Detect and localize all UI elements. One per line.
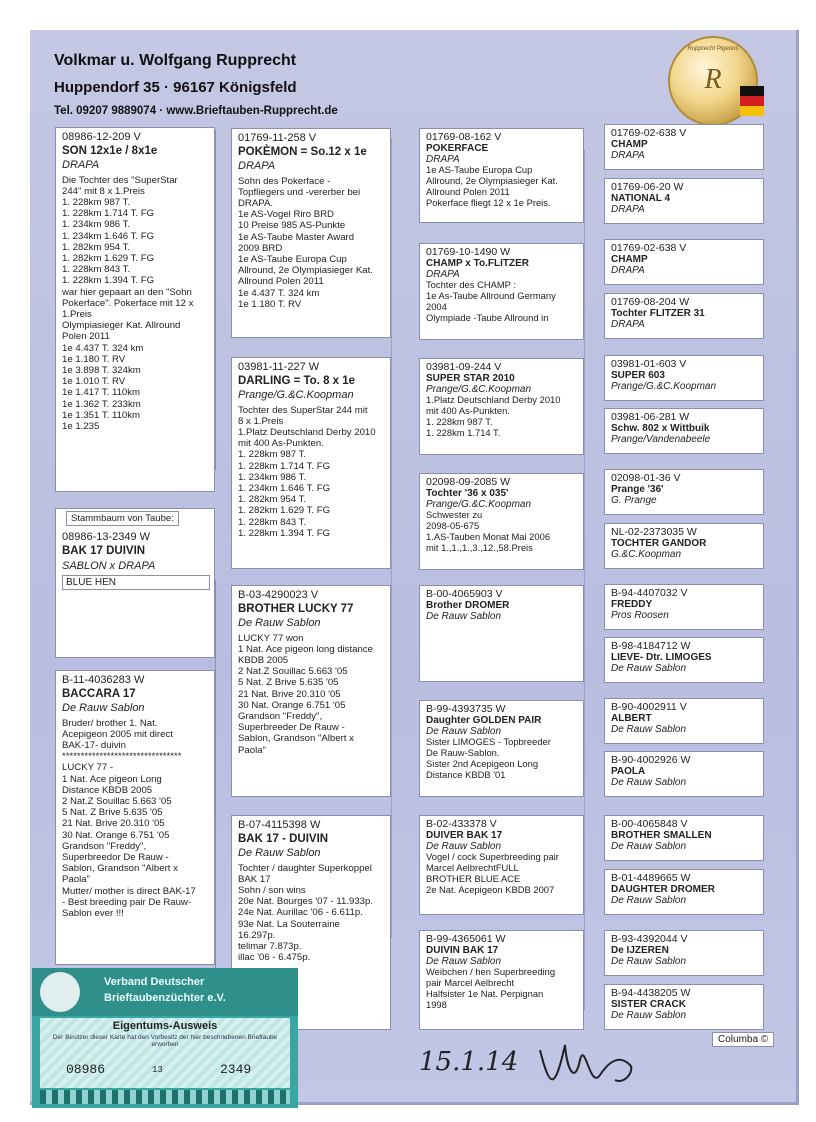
description-line: Superbreeder De Rauw - — [238, 722, 345, 734]
description-line: Allround, 2e Olympiasieger Kat. — [238, 265, 373, 277]
pigeon-name: BACCARA 17 — [62, 688, 136, 701]
ancestor-box-gen4 — [604, 355, 764, 401]
pigeon-origin: De Rauw Sablon — [238, 617, 321, 630]
pigeon-box — [55, 508, 215, 658]
ring-number: 03981-09-244 V — [426, 361, 502, 373]
pigeon-description — [238, 863, 384, 964]
subject-box — [55, 127, 215, 492]
pigeon-description — [238, 633, 384, 756]
pigeon-origin: De Rauw Sablon — [611, 894, 687, 906]
pigeon-name: Tochter FLITZER 31 — [611, 307, 705, 319]
breeder-name: Volkmar u. Wolfgang Rupprecht — [54, 52, 297, 69]
description-line: 2004 — [426, 300, 447, 312]
pigeon-name: LIEVE- Dtr. LIMOGES — [611, 651, 712, 663]
description-line: 1e AS-Taube Master Award — [238, 231, 355, 243]
description-line: 30 Nat. Orange 6.751 '05 — [238, 699, 346, 711]
description-line: 1. 282km 1.629 T. FG — [62, 253, 155, 265]
pigeon-origin: DRAPA — [426, 153, 460, 165]
pigeon-origin: DRAPA — [611, 264, 645, 276]
description-line: Tochter / daughter Superkoppel — [238, 862, 372, 874]
ring-number: B-03-4290023 V — [238, 589, 319, 601]
ring-number: B-93-4392044 V — [611, 933, 688, 945]
description-line: LUCKY 77 - — [62, 762, 114, 774]
description-line: Paola" — [238, 744, 266, 756]
german-flag-icon — [740, 86, 764, 116]
pigeon-origin: De Rauw Sablon — [426, 840, 502, 852]
pigeon-description — [426, 280, 577, 323]
ring-number: 02098-01-36 V — [611, 472, 681, 484]
ancestor-box — [231, 128, 391, 338]
pigeon-origin: De Rauw Sablon — [426, 610, 502, 622]
description-line: Sohn / son wins — [238, 885, 306, 897]
description-line: Allround, 2e Olympiasieger Kat. — [426, 175, 558, 187]
description-line: 1.AS-Tauben Monat Mai 2006 — [426, 530, 551, 542]
pigeon-name: FREDDY — [611, 598, 653, 610]
connector-line — [584, 150, 585, 1010]
description-line: LUCKY 77 won — [238, 632, 304, 644]
pigeon-name: TOCHTER GANDOR — [611, 537, 707, 549]
logo-letter: R — [704, 64, 722, 95]
description-line: 1e 1.180 T. RV — [238, 298, 302, 310]
card-pattern-strip — [40, 1090, 290, 1104]
pigeon-name: SON 12x1e / 8x1e — [62, 145, 158, 158]
handwritten-signature — [415, 1030, 655, 1100]
connector-line — [391, 138, 392, 938]
card-org-line2: Brieftaubenzüchter e.V. — [104, 992, 226, 1004]
description-line: 10 Preise 985 AS-Punkte — [238, 220, 346, 232]
pigeon-name: DUIVIN BAK 17 — [426, 944, 499, 956]
dove-icon — [40, 972, 80, 1012]
pigeon-description — [426, 510, 577, 553]
pigeon-name: SUPER STAR 2010 — [426, 372, 515, 384]
description-line: 1e 1.362 T. 233km — [62, 398, 141, 410]
pigeon-origin: De Rauw Sablon — [238, 847, 321, 860]
ring-number: 01769-08-162 V — [426, 131, 502, 143]
pigeon-origin: De Rauw Sablon — [426, 955, 502, 967]
pigeon-origin: DRAPA — [611, 318, 645, 330]
ancestor-box-gen4 — [604, 178, 764, 224]
description-line: Distance KBDB 2005 — [62, 784, 153, 796]
description-line: 1e 4.437 T. 324 km — [62, 342, 144, 354]
description-line: BROTHER BLUE ACE — [426, 872, 521, 884]
ring-number: 03981-01-603 V — [611, 358, 687, 370]
pigeon-origin: De Rauw Sablon — [611, 776, 687, 788]
ring-number: B-94-4407032 V — [611, 587, 688, 599]
description-line: 1998 — [426, 998, 447, 1010]
description-line: 20e Nat. Bourges '07 - 11.933p. — [238, 896, 373, 908]
ancestor-box — [231, 357, 391, 569]
card-org-line1: Verband Deutscher — [104, 976, 205, 988]
description-line: Tochter des SuperStar 244 mit — [238, 404, 368, 416]
ancestor-box — [419, 473, 584, 570]
ring-number: B-07-4115398 W — [238, 819, 321, 831]
description-line: 24e Nat. Aurillac '06 - 6.611p. — [238, 907, 363, 919]
description-line: De Rauw-Sablon. — [426, 747, 500, 759]
description-line: 1e AS-Taube Europa Cup — [238, 254, 347, 266]
description-line: Halfsister 1e Nat. Perpignan — [426, 987, 544, 999]
description-line: Acepigeon 2005 mit direct — [62, 728, 173, 740]
ring-number: 03981-11-227 W — [238, 361, 320, 373]
description-line: 21 Nat. Brive 20.310 '05 — [238, 688, 341, 700]
ancestor-box-gen4 — [604, 408, 764, 454]
pigeon-origin: DRAPA — [611, 149, 645, 161]
ancestor-box — [419, 815, 584, 915]
description-line: 1e 4.437 T. 324 km — [238, 287, 320, 299]
ancestor-box-gen4 — [604, 869, 764, 915]
copyright-label: Columba © — [712, 1032, 774, 1047]
pigeon-origin: Prange/G.&C.Koopman — [611, 380, 717, 392]
pigeon-origin: SABLON x DRAPA — [62, 559, 156, 572]
ring-number: 08986-13-2349 W — [62, 531, 151, 544]
description-line: BAK-17- duivin — [62, 740, 126, 752]
description-line: 8 x 1.Preis — [238, 415, 284, 427]
description-line: 244" mit 8 x 1.Preis — [62, 185, 145, 197]
description-line: 1. 282km 954 T. — [238, 494, 307, 506]
pigeon-color: BLUE HEN — [62, 575, 210, 590]
ring-number: 01769-02-638 V — [611, 127, 687, 139]
card-body — [40, 1018, 290, 1088]
description-line: 1.Platz Deutschland Derby 2010 — [238, 427, 376, 439]
description-line: 5 Nat. Z Brive 5.635 '05 — [62, 807, 163, 819]
dam-box — [55, 670, 215, 965]
card-header — [32, 968, 298, 1016]
description-line: DRAPA. — [238, 198, 274, 210]
ring-number: 01769-11-258 V — [238, 132, 317, 144]
breeder-address: Huppendorf 35 · 96167 Königsfeld — [54, 79, 297, 96]
pigeon-name: DAUGHTER DROMER — [611, 883, 715, 895]
pigeon-origin: Prange/G.&C.Koopman — [426, 383, 532, 395]
description-line: 2e Nat. Acepigeon KBDB 2007 — [426, 883, 555, 895]
description-line: 1. 228km 1.714 T. FG — [62, 208, 155, 220]
ring-number: B-99-4365061 W — [426, 933, 506, 945]
ancestor-box-gen4 — [604, 124, 764, 170]
description-line: 1. 228km 987 T. — [426, 415, 493, 427]
ancestor-box-gen4 — [604, 751, 764, 797]
pigeon-name: Brother DROMER — [426, 599, 510, 611]
ancestor-box-gen4 — [604, 584, 764, 630]
ring-number: 01769-02-638 V — [611, 242, 687, 254]
description-line: KBDB 2005 — [238, 655, 289, 667]
ring-number: 08986-12-209 V — [62, 131, 141, 143]
description-line: 1e 1.180 T. RV — [62, 353, 126, 365]
description-line: Paola" — [62, 874, 90, 886]
description-line: 1. 228km 843 T. — [238, 516, 307, 528]
ancestor-box — [419, 700, 584, 797]
pigeon-origin: Prange/G.&C.Koopman — [238, 389, 354, 402]
description-line: BAK 17 — [238, 873, 271, 885]
card-ring-year: 13 — [152, 1065, 163, 1075]
description-line: 1.Platz Deutschland Derby 2010 — [426, 394, 561, 406]
ring-number: B-00-4065903 V — [426, 588, 503, 600]
ancestor-box — [231, 585, 391, 797]
description-line: Polen 2011 — [62, 331, 110, 343]
description-line: 1 Nat. Ace pigeon Long — [62, 773, 162, 785]
description-line: 1.Preis — [62, 309, 92, 321]
description-line: 1. 234km 986 T. — [62, 219, 131, 231]
pigeon-description — [426, 852, 577, 895]
pigeon-origin: G. Prange — [611, 494, 657, 506]
description-line: Sablon, Grandson "Albert x — [238, 733, 354, 745]
description-line: Sohn des Pokerface - — [238, 175, 331, 187]
pigeon-name: CHAMP — [611, 253, 648, 265]
pigeon-name: CHAMP — [611, 138, 648, 150]
pigeon-name: Prange '36' — [611, 483, 664, 495]
ring-number: 01769-10-1490 W — [426, 246, 511, 258]
pigeon-name: POKÈMON = So.12 x 1e — [238, 146, 367, 159]
ownership-card — [32, 968, 298, 1108]
ancestor-box — [419, 585, 584, 682]
pigeon-origin: DRAPA — [611, 203, 645, 215]
description-line: 93e Nat. La Souterraine — [238, 918, 340, 930]
pigeon-origin: De Rauw Sablon — [611, 662, 687, 674]
description-line: Olympiasieger Kat. Allround — [62, 320, 181, 332]
description-line: 21 Nat. Brive 20.310 '05 — [62, 818, 165, 830]
description-line: mit 400 As-Punkten. — [238, 438, 324, 450]
ring-number: B-99-4393735 W — [426, 703, 506, 715]
pigeon-description — [238, 176, 384, 310]
description-line: Pokerface". Pokerface mit 12 x — [62, 297, 194, 309]
pigeon-origin: De Rauw Sablon — [62, 702, 145, 715]
pigeon-origin: De Rauw Sablon — [611, 955, 687, 967]
signature-stroke — [540, 1045, 631, 1081]
pigeon-name: DARLING = To. 8 x 1e — [238, 375, 356, 388]
ancestor-box-gen4 — [604, 637, 764, 683]
description-line: 2 Nat.Z Souillac 5.663 '05 — [238, 666, 348, 678]
description-line: Pokerface fliegt 12 x 1e Preis. — [426, 196, 551, 208]
description-line: 1. 234km 1.646 T. FG — [62, 230, 155, 242]
pigeon-name: PAOLA — [611, 765, 646, 777]
ring-number: B-11-4036283 W — [62, 674, 145, 686]
description-line: 5 Nat. Z Brive 5.635 '05 — [238, 677, 339, 689]
description-line: 1e 1.010 T. RV — [62, 376, 126, 388]
description-line: 1. 234km 986 T. — [238, 471, 307, 483]
description-line: 1. 282km 1.629 T. FG — [238, 505, 331, 517]
pigeon-origin: DRAPA — [238, 160, 276, 173]
description-line: 1. 228km 1.394 T. FG — [238, 527, 331, 539]
card-title: Eigentums-Ausweis — [112, 1020, 218, 1032]
description-line: pair Marcel Aelbrecht — [426, 977, 515, 989]
description-line: Olympiade -Taube Allround in — [426, 311, 549, 323]
description-line: 1. 228km 1.394 T. FG — [62, 275, 155, 287]
description-line: Marcel AelbrechtFULL — [426, 862, 519, 874]
description-line: 16.297p. — [238, 929, 276, 941]
ancestor-box — [419, 930, 584, 1030]
description-line: 1. 228km 987 T. — [238, 449, 307, 461]
pigeon-origin: De Rauw Sablon — [611, 840, 687, 852]
description-line: Distance KBDB '01 — [426, 768, 506, 780]
ancestor-box-gen4 — [604, 293, 764, 339]
description-line: 1e 3.898 T. 324km — [62, 365, 141, 377]
description-line: Allround Polen 2011 — [238, 276, 324, 288]
description-line: Topfliegers und -vererber bei — [238, 186, 361, 198]
ancestor-box — [419, 128, 584, 223]
ancestor-box-gen4 — [604, 469, 764, 515]
description-line: 2 Nat.Z Souillac 5.663 '05 — [62, 796, 172, 808]
description-line: illac '06 - 6.475p. — [238, 952, 311, 964]
description-line: ******************************** — [62, 751, 182, 763]
pigeon-origin: DRAPA — [62, 159, 100, 172]
description-line: Die Tochter des "SuperStar — [62, 174, 178, 186]
ring-number: 02098-09-2085 W — [426, 476, 511, 488]
description-line: 1e 1.351 T. 110km — [62, 409, 141, 421]
pigeon-origin: Prange/G.&C.Koopman — [426, 498, 532, 510]
logo-text: Rupprecht Pigeons — [687, 46, 739, 52]
description-line: Sister 2nd Acepigeon Long — [426, 757, 539, 769]
pigeon-name: BAK 17 DUIVIN — [62, 545, 146, 558]
signature-date: 15.1.14 — [419, 1047, 519, 1077]
description-line: 1e 1.235 — [62, 421, 100, 433]
description-line: 1. 228km 1.714 T. — [426, 426, 501, 438]
description-line: Tochter des CHAMP : — [426, 279, 516, 291]
description-line: - Best breeding pair De Rauw- — [62, 896, 192, 908]
description-line: 1e As-Taube Allround Germany — [426, 290, 556, 302]
pigeon-name: ALBERT — [611, 712, 652, 724]
description-line: Allround Polen 2011 — [426, 185, 510, 197]
pigeon-description — [426, 967, 577, 1010]
pigeon-name: NATIONAL 4 — [611, 192, 671, 204]
ancestor-box — [419, 358, 584, 455]
description-line: 1e AS-Taube Europa Cup — [426, 164, 533, 176]
pigeon-name: POKERFACE — [426, 142, 489, 154]
ring-number: B-90-4002926 W — [611, 754, 691, 766]
pigeon-name: BROTHER SMALLEN — [611, 829, 712, 841]
description-line: war hier gepaart an den "Sohn — [62, 286, 192, 298]
connector-line — [215, 130, 216, 470]
card-ring-number: 2349 — [220, 1062, 252, 1077]
pigeon-origin: Pros Roosen — [611, 609, 669, 621]
ring-number: 03981-06-281 W — [611, 411, 690, 423]
pigeon-description — [238, 405, 384, 539]
description-line: Weibchen / hen Superbreeding — [426, 966, 556, 978]
ancestor-box-gen4 — [604, 984, 764, 1030]
description-line: mit 400 As-Punkten. — [426, 405, 510, 417]
pigeon-description — [426, 395, 577, 438]
ring-number: B-02-433378 V — [426, 818, 497, 830]
pigeon-name: Daughter GOLDEN PAIR — [426, 714, 542, 726]
description-line: Sablon ever !!! — [62, 908, 124, 920]
description-line: 2009 BRD — [238, 242, 283, 254]
ring-number: 01769-06-20 W — [611, 181, 684, 193]
description-line: 1e AS-Vogel Riro BRD — [238, 209, 334, 221]
ring-number: B-90-4002911 V — [611, 701, 687, 713]
stammbaum-label: Stammbaum von Taube: — [66, 511, 179, 526]
ancestor-box — [419, 243, 584, 340]
pigeon-description — [426, 737, 577, 780]
ancestor-box-gen4 — [604, 930, 764, 976]
ring-number: 01769-08-204 W — [611, 296, 690, 308]
pigeon-name: CHAMP x To.FLITZER — [426, 257, 529, 269]
description-line: 1. 228km 843 T. — [62, 264, 131, 276]
pigeon-origin: De Rauw Sablon — [426, 725, 502, 737]
description-line: 2098-05-675 — [426, 520, 480, 532]
pigeon-origin: DRAPA — [426, 268, 460, 280]
pigeon-description — [62, 718, 208, 920]
description-line: Grandson "Freddy", — [238, 711, 323, 723]
description-line: Vogel / cock Superbreeding pair — [426, 851, 559, 863]
description-line: 1. 228km 987 T. — [62, 197, 131, 209]
description-line: Superbreedor De Rauw - — [62, 852, 169, 864]
card-subtitle: Der Besitzer dieser Karte hat den Vorbesitz der hier beschriebenen Brieftaube erworben — [52, 1034, 278, 1048]
pigeon-name: Tochter '36 x 035' — [426, 487, 509, 499]
pigeon-origin: G.&C.Koopman — [611, 548, 682, 560]
ring-number: B-94-4438205 W — [611, 987, 691, 999]
description-line: Bruder/ brother 1. Nat. — [62, 717, 158, 729]
description-line: 1. 228km 1.714 T. FG — [238, 460, 331, 472]
pigeon-origin: De Rauw Sablon — [611, 1009, 687, 1021]
pigeon-origin: Prange/Vandenabeele — [611, 433, 711, 445]
ring-number: B-00-4065848 V — [611, 818, 688, 830]
pigeon-name: SUPER 603 — [611, 369, 665, 381]
breeder-contact: Tel. 09207 9889074 · www.Brieftauben-Rupprecht.de — [54, 105, 338, 117]
description-line: 1e 1.417 T. 110km — [62, 387, 141, 399]
ancestor-box-gen4 — [604, 239, 764, 285]
card-ring-prefix: 08986 — [66, 1062, 106, 1077]
description-line: 30 Nat. Orange 6.751 '05 — [62, 829, 170, 841]
pigeon-description — [62, 175, 208, 433]
description-line: 1. 282km 954 T. — [62, 241, 131, 253]
description-line: Sablon, Grandson "Albert x — [62, 863, 178, 875]
pigeon-name: Schw. 802 x Wittbuik — [611, 422, 710, 434]
pigeon-name: BROTHER LUCKY 77 — [238, 603, 354, 616]
ancestor-box-gen4 — [604, 523, 764, 569]
pigeon-origin: De Rauw Sablon — [611, 723, 687, 735]
ring-number: B-98-4184712 W — [611, 640, 691, 652]
description-line: Sister LIMOGES - Topbreeder — [426, 736, 551, 748]
ring-number: B-01-4489665 W — [611, 872, 691, 884]
pigeon-name: SISTER CRACK — [611, 998, 687, 1010]
description-line: Schwester zu — [426, 509, 483, 521]
pigeon-description — [426, 165, 577, 208]
description-line: Mutter/ mother is direct BAK-17 — [62, 885, 196, 897]
ancestor-box-gen4 — [604, 815, 764, 861]
description-line: telimar 7.873p. — [238, 941, 302, 953]
pigeon-name: DUIVER BAK 17 — [426, 829, 503, 841]
pigeon-name: BAK 17 - DUIVIN — [238, 833, 329, 846]
pigeon-name: De IJZEREN — [611, 944, 669, 956]
description-line: mit 1.,1.,1.,3.,12.,58.Preis — [426, 541, 533, 553]
description-line: 1. 234km 1.646 T. FG — [238, 483, 331, 495]
ring-number: NL-02-2373035 W — [611, 526, 697, 538]
description-line: Grandson "Freddy", — [62, 840, 147, 852]
ancestor-box-gen4 — [604, 698, 764, 744]
description-line: 1 Nat. Ace pigeon long distance — [238, 643, 373, 655]
